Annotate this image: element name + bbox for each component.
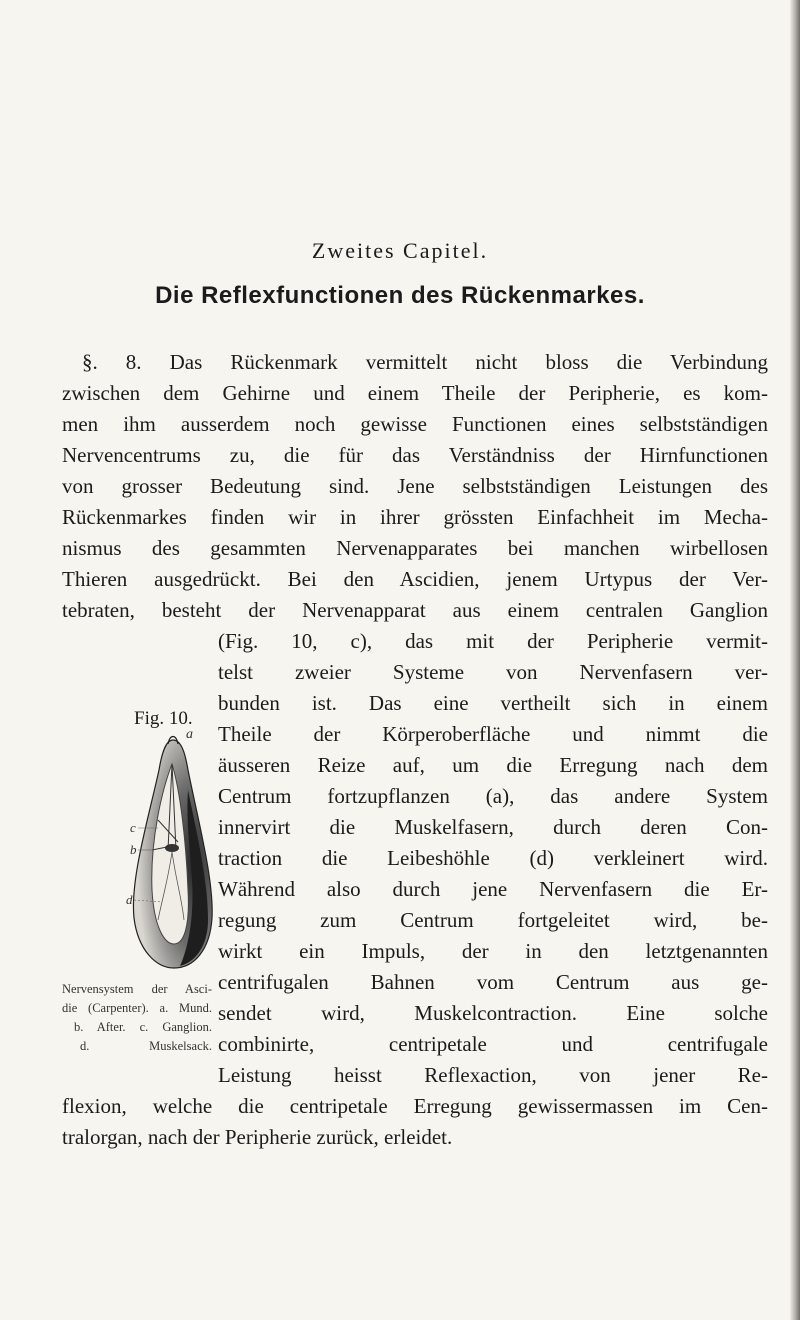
paragraph-line: äusseren Reize auf, um die Erregung nach dem <box>218 753 768 777</box>
paragraph-line: traction die Leibeshöhle (d) verkleinert wird. <box>218 846 768 870</box>
paragraph-line: centrifugalen Bahnen vom Centrum aus ge- <box>218 970 768 994</box>
figure-caption-line: d. Muskelsack. <box>80 1039 212 1053</box>
paragraph-line: nismus des gesammten Nervenapparates bei manchen wirbellosen <box>62 536 768 560</box>
paragraph-line: tebraten, besteht der Nervenapparat aus einem centralen Ganglion <box>62 598 768 622</box>
paragraph-line: Nervencentrums zu, die für das Verständniss der Hirnfunctionen <box>62 443 768 467</box>
paragraph-line: Während also durch jene Nervenfasern die Er- <box>218 877 768 901</box>
paragraph-line: flexion, welche die centripetale Erregung gewissermassen im Cen- <box>62 1094 768 1118</box>
figure-letter-b: b <box>130 842 137 857</box>
paragraph-line: Thieren ausgedrückt. Bei den Ascidien, jenem Urtypus der Ver- <box>62 567 768 591</box>
figure-letter-d: d <box>126 892 133 907</box>
section-title: Die Reflexfunctionen des Rückenmarkes. <box>155 282 645 309</box>
paragraph-line: sendet wird, Muskelcontraction. Eine solche <box>218 1001 768 1025</box>
paragraph-line: telst zweier Systeme von Nervenfasern ver- <box>218 660 768 684</box>
paragraph-line: innervirt die Muskelfasern, durch deren Con- <box>218 815 768 839</box>
page-edge-shadow <box>790 0 800 1320</box>
paragraph-line: wirkt ein Impuls, der in den letztgenannten <box>218 939 768 963</box>
ascidian-nervous-system-illustration <box>126 727 214 974</box>
paragraph-line: tralorgan, nach der Peripherie zurück, erleidet. <box>62 1125 453 1149</box>
paragraph-line: regung zum Centrum fortgeleitet wird, be- <box>218 908 768 932</box>
paragraph-line: men ihm ausserdem noch gewisse Functionen eines selbstständigen <box>62 412 768 436</box>
figure-label: Fig. 10. <box>134 708 193 729</box>
paragraph-line: (Fig. 10, c), das mit der Peripherie vermit- <box>218 629 768 653</box>
paragraph-line: §. 8. Das Rückenmark vermittelt nicht bloss die Verbindung <box>82 350 768 374</box>
paragraph-line: combinirte, centripetale und centrifugale <box>218 1032 768 1056</box>
figure-letter-c: c <box>130 820 136 835</box>
paragraph-line: Theile der Körperoberfläche und nimmt die <box>218 722 768 746</box>
paragraph-line: Centrum fortzupflanzen (a), das andere System <box>218 784 768 808</box>
chapter-heading: Zweites Capitel. <box>311 238 489 263</box>
figure-caption-line: b. After. c. Ganglion. <box>74 1020 212 1034</box>
figure-caption-line: die (Carpenter). a. Mund. <box>62 1001 212 1015</box>
figure-letter-a: a <box>186 727 193 742</box>
paragraph-line: Rückenmarkes finden wir in ihrer grössten Einfachheit im Mecha- <box>62 505 768 529</box>
paragraph-line: bunden ist. Das eine vertheilt sich in einem <box>218 691 768 715</box>
figure-caption-line: Nervensystem der Asci- <box>62 982 212 996</box>
paragraph-line: von grosser Bedeutung sind. Jene selbstständigen Leistungen des <box>62 474 768 498</box>
paragraph-line: zwischen dem Gehirne und einem Theile der Peripherie, es kom- <box>62 381 768 405</box>
paragraph-line: Leistung heisst Reflexaction, von jener Re- <box>218 1063 768 1087</box>
